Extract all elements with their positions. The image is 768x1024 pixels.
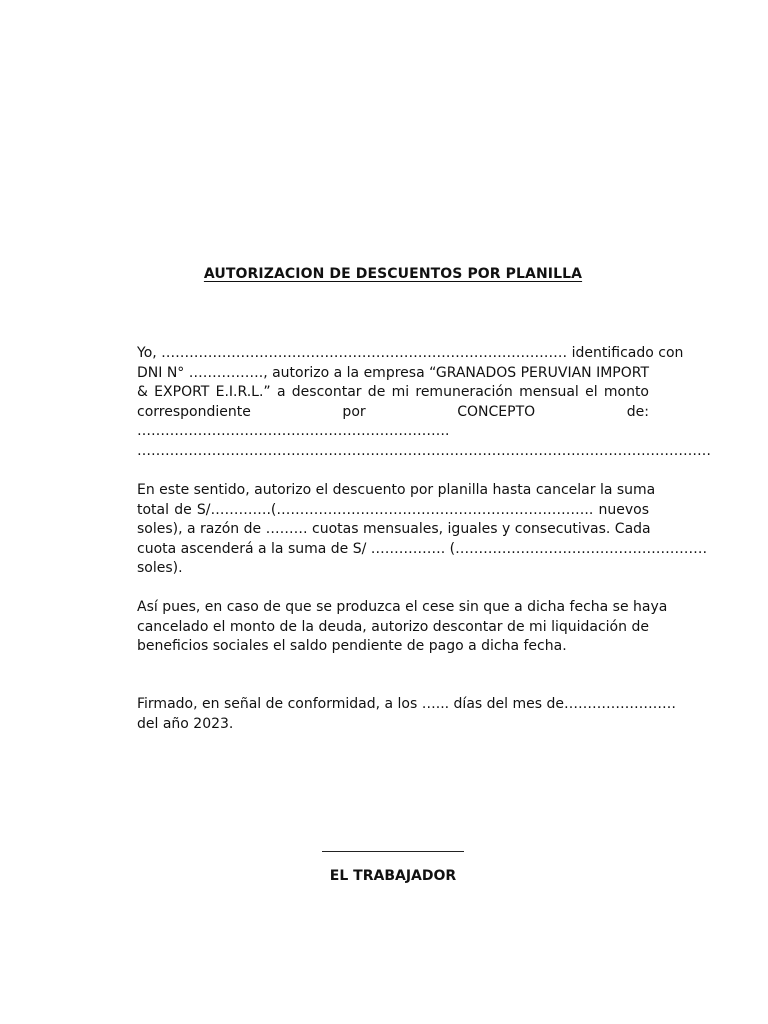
- paragraph-line: del año 2023.: [137, 715, 234, 732]
- paragraph-amount: [137, 481, 708, 579]
- signature-label: EL TRABAJADOR: [329, 868, 457, 884]
- paragraph-termination: [137, 598, 668, 657]
- document-title: AUTORIZACION DE DESCUENTOS POR PLANILLA: [203, 266, 583, 282]
- paragraph-line: En este sentido, autorizo el descuento por planilla hasta cancelar la suma: [137, 482, 656, 498]
- paragraph-line: cancelado el monto de la deuda, autorizo descontar de mi liquidación de: [137, 618, 649, 635]
- paragraph-line: cuota ascenderá a la suma de S/ ……………. (………………………………………………: [137, 540, 708, 557]
- paragraph-line: Yo, …………………………………………………………………………… identificado con: [137, 345, 684, 361]
- paragraph-line: soles), a razón de ……… cuotas mensuales, iguales y consecutivas. Cada: [137, 521, 651, 537]
- paragraph-line: ………………………………………………………….: [137, 423, 450, 439]
- paragraph-line: beneficios sociales el saldo pendiente de pago a dicha fecha.: [137, 638, 567, 654]
- paragraph-line: Firmado, en señal de conformidad, a los …... días del mes de……………………: [137, 696, 676, 712]
- paragraph-line: soles).: [137, 560, 183, 576]
- paragraph-signature-date: [137, 695, 676, 734]
- signature-line: [322, 851, 464, 852]
- paragraph-line: Así pues, en caso de que se produzca el cese sin que a dicha fecha se haya: [137, 599, 668, 615]
- paragraph-identification: [137, 344, 711, 461]
- paragraph-line: & EXPORT E.I.R.L.” a descontar de mi remuneración mensual el monto: [137, 384, 649, 400]
- paragraph-line: DNI N° ……………., autorizo a la empresa “GRANADOS PERUVIAN IMPORT: [137, 364, 650, 381]
- paragraph-line: correspondiente por CONCEPTO de:: [137, 403, 649, 420]
- paragraph-line: ……………………………………………………………………………………………………………: [137, 442, 711, 459]
- paragraph-line: total de S/………….(………………………………………………………….. nuevos: [137, 501, 649, 518]
